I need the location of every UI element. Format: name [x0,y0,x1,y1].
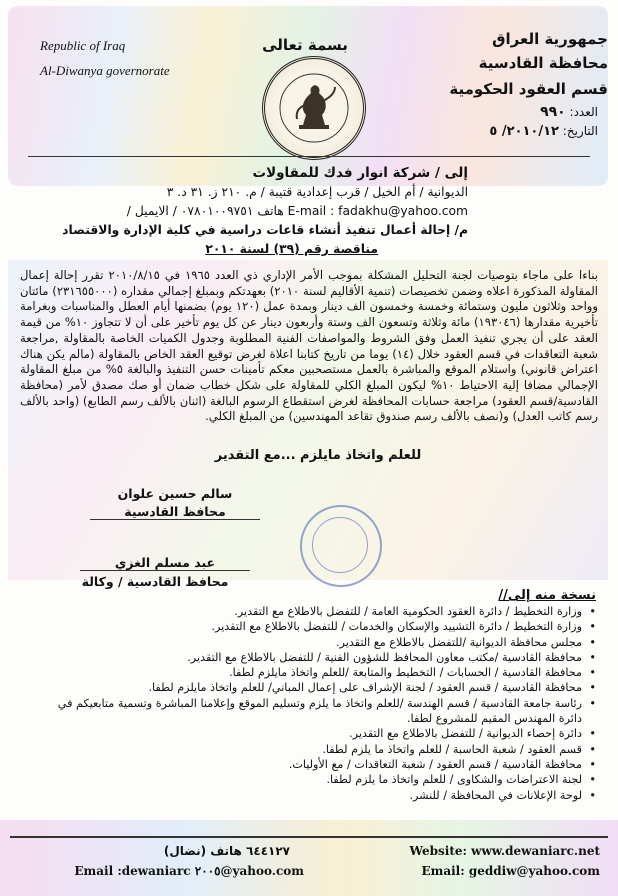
closing-line: للعلم واتخاذ مايلزم ...مع التقدير [214,448,422,463]
copies-list [36,604,596,803]
footer-divider [10,836,608,838]
copy-recipient: • دائرة إحصاء الديوانية / للتفضل بالاطلاع مع التقدير. [36,726,596,741]
copy-recipient: • محافظة القادسية / قسم العقود / لجنة الإشراف على إعمال المباني/ للعلم واتخاذ مايلزم لطفا. [36,680,596,695]
date-value: ٢٠١٠/١٢/ ٥ [489,124,559,139]
date-label: التاريخ: [562,124,598,138]
footer-email-right: Email: geddiw@yahoo.com [421,864,600,878]
addressee-to: إلى / شركة انوار فدك للمقاولات [252,165,468,181]
addressee-contact: / هاتف ٠٧٨٠١٠٠٩٧٥١ / الايميل E-mail : fadakhu@yahoo.com [126,204,468,218]
copy-recipient: • لوحة الإعلانات في المحافظة / للنشر. [36,788,596,803]
tender-number: مناقصة رقم (٣٩) لسنة ٢٠١٠ [205,242,378,256]
dallah-emblem-icon [265,59,363,157]
footer-website: Website: www.dewaniarc.net [409,844,600,858]
copy-recipient: • مجلس محافظة الديوانية /للتفضل بالاطلاع مع التقدير. [36,635,596,650]
copy-recipient: • وزارة التخطيط / دائرة العقود الحكومية العامة / للتفضل بالاطلاع مع التقدير. [36,604,596,619]
copy-recipient: • محافظة القادسية / قسم العقود / شعبة التعاقدات / مع الأوليات. [36,757,596,772]
subject-line: م/ إحالة أعمال تنفيذ أنشاء قاعات دراسية في كلية الإدارة والاقتصاد [62,223,468,237]
copy-recipient: • قسم العقود / شعبة الحاسبة / للعلم واتخاذ ما يلزم لطفا. [36,742,596,757]
copy-recipient: • وزارة التخطيط / دائرة التشييد والإسكان والخدمات / للتفضل بالاطلاع مع التقدير. [36,619,596,634]
official-stamp [300,505,382,587]
number-value: ٩٩٠ [540,104,566,120]
header-en-country: Republic of Iraq [40,38,126,53]
signatory-title: محافظ القادسية [90,504,260,520]
copies-heading: نسخة منه إلى// [498,588,596,603]
decision-paragraph: بناءا على ماجاء بتوصيات لجنة التحليل المشكلة بموجب الأمر الإداري ذي العدد ١٩٦٥ في ٢٠١٠/٨/١٥ تقرر إحالة إعمال المقاولة المذكورة اعلاه وضمن تخصيصات (تنمية الأقاليم لسنة ٢٠١٠) بعهدتكم وبمبلغ إجمالي مقداره (٢٣١٦٥٥٠٠٠) مائتان وواحد وثلاثون مليون وستمائة وخمسة وخمسون الف دينار وبمدة عمل (١٢٠ يوم) بضمنها أيام العطل والمناسبات وبغرامة تأخيرية مقدارها (١٩٣٠٤٦) مائة وثلاثة وتسعون الف وستة وأربعون دينار عن كل يوم تأخير على أن لا تتجاوز ١٠% من قيمة العقد على أن يجري تنفيذ العمل وفق الشروط والمواصفات الفنية المطلوبة وجدول الكميات الخاصة بالمقاولة ,مراجعة شعبة التعاقدات في قسم العقود خلال (١٤) يوما من تاريخ كتابنا اعلاة لغرض توقيع العقد الخاص بالمقاولة (مالم يكن هناك اعتراض قانوني) واستلام الموقع والمباشرة بالعمل مستصحبين معكم تأمينات حسن التنفيذ والبالغة ٥% من مبلغ المقاولة الإجمالي مضافا إلية الاحتياط ١٠% ليكون المبلغ الكلي للمقاولة على شكل خطاب ضمان أو صك مصدق لأمر (محافظة القادسية/قسم العقود) مراجعة حسابات المحافظة لغرض استقطاع الرسوم البالغة (اثنان بالألف رسم الطابع) (واحد بالألف رسم كاتب العدل) و(نصف بالألف رسم صندوق تقاعد المهندسين) من المبلغ الكلي. [20,268,599,424]
bismillah: بسمة تعالى [262,36,348,54]
header-ar-governorate: محافظة القادسية [478,54,608,72]
footer-email-left: Email :dewaniarc ٢٠٠٥@yahoo.com [74,864,304,878]
copy-recipient: • رئاسة جامعة القادسية / قسم الهندسة /للعلم واتخاذ ما يلزم وتسليم الموقع وإعلامنا المباشرة وتسمية متابعيكم في دائرة المهندس المقيم للمشروع لطفا. [36,696,596,727]
addressee-address: الديوانية / أم الخيل / قرب إعدادية قتيبة / م. ٢١٠ ز. ٣١ د. ٣ [166,185,468,199]
acting-signatory-name: عبد مسلم الغزي [80,555,250,571]
header-ar-country: جمهورية العراق [492,30,608,48]
governorate-emblem [262,56,366,160]
header-en-governorate: Al-Diwanya governorate [40,63,170,78]
date-field [438,124,598,139]
header-ar-department: قسم العقود الحكومية [449,80,608,98]
stamp-inner-ring [312,517,368,573]
footer-phone: ٦٤٤١٢٧ هاتف (نضال) [163,844,290,858]
copy-recipient: • لجنة الاعتراضات والشكاوى / للعلم واتخاذ ما يلزم لطفا. [36,772,596,787]
header-divider [28,156,590,157]
signatory-name: سالم حسين علوان [117,486,233,501]
number-field [478,104,598,120]
number-label: العدد: [569,105,598,119]
copy-recipient: • محافظة القادسية / الحسابات / التخطيط والمتابعة /للعلم واتخاذ مايلزم لطفا. [36,665,596,680]
acting-signatory-title: محافظ القادسية / وكالة [81,574,229,589]
copy-recipient: • محافظة القادسية /مكتب معاون المحافظ للشؤون الفنية / للتفضل بالاطلاع مع التقدير. [36,650,596,665]
footer-watermark-band [0,820,618,896]
